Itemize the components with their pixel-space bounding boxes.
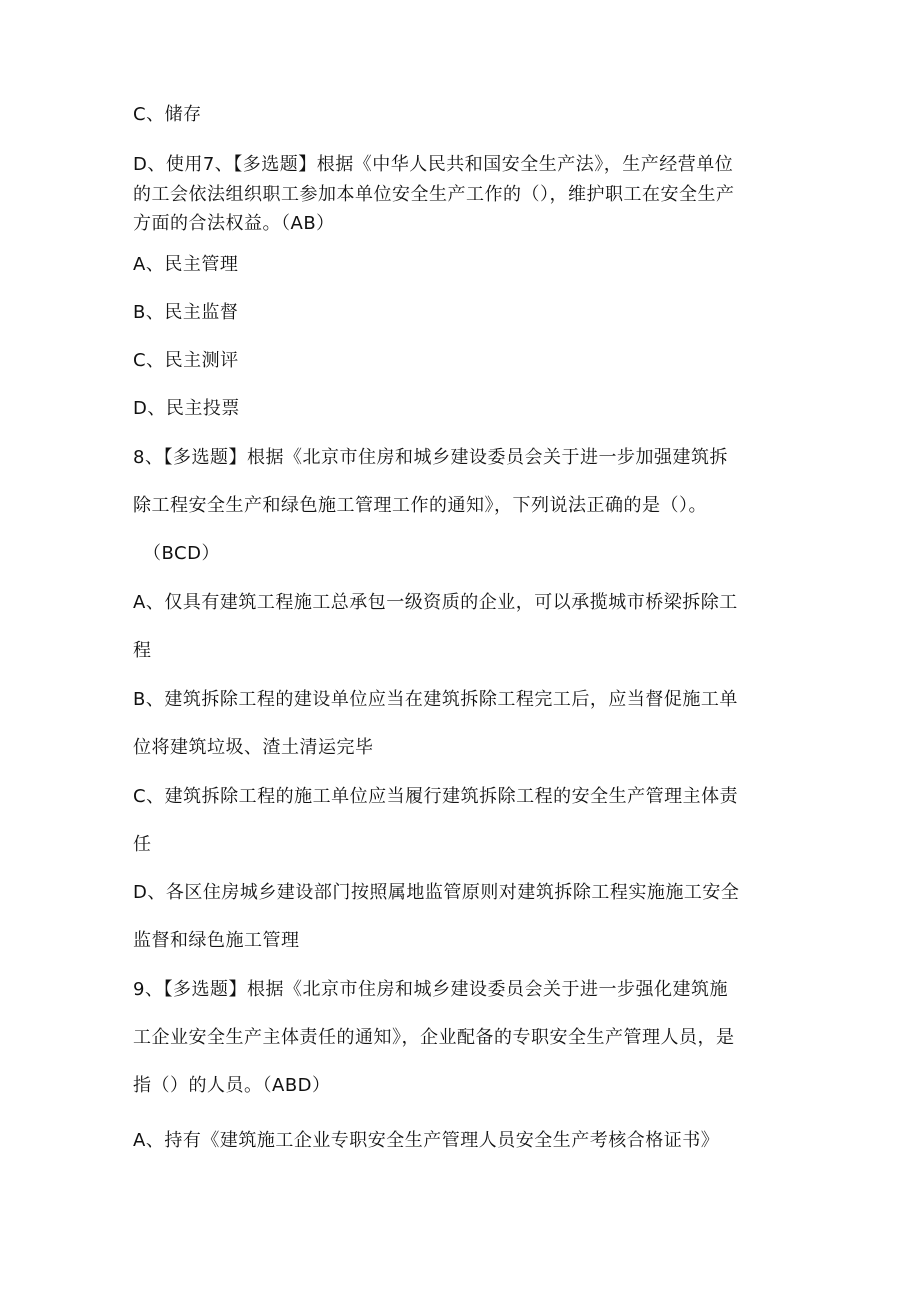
q7-option-a: A、民主管理 [133,254,239,275]
q9-option-a: A、持有《建筑施工企业专职安全生产管理人员安全生产考核合格证书》 [133,1130,720,1151]
question-9-line-2: 工企业安全生产主体责任的通知》，企业配备的专职安全生产管理人员，是 [133,1027,735,1048]
question-8-answer: （BCD） [143,543,220,564]
q7-option-c: C、民主测评 [133,350,239,371]
question-9-line-3: 指（）的人员。（ABD） [133,1075,331,1096]
question-9-line-1: 9、【多选题】根据《北京市住房和城乡建设委员会关于进一步强化建筑施 [133,979,728,1000]
q8-option-a-line-1: A、仅具有建筑工程施工总承包一级资质的企业，可以承揽城市桥梁拆除工 [133,592,738,613]
q7-option-d: D、民主投票 [133,398,240,419]
question-7-line-3: 方面的合法权益。（AB） [133,213,335,234]
q8-option-c-line-2: 任 [133,834,152,855]
question-8-line-2: 除工程安全生产和绿色施工管理工作的通知》，下列说法正确的是（）。 [133,495,707,516]
question-8-line-1: 8、【多选题】根据《北京市住房和城乡建设委员会关于进一步加强建筑拆 [133,447,728,468]
q8-option-d-line-1: D、各区住房城乡建设部门按照属地监管原则对建筑拆除工程实施施工安全 [133,882,740,903]
q8-option-b-line-2: 位将建筑垃圾、渣土清运完毕 [133,737,374,758]
option-c-storage: C、储存 [133,104,202,125]
q8-option-b-line-1: B、建筑拆除工程的建设单位应当在建筑拆除工程完工后，应当督促施工单 [133,689,738,710]
question-7-line-2: 的工会依法组织职工参加本单位安全生产工作的（），维护职工在安全生产 [133,184,735,205]
q8-option-c-line-1: C、建筑拆除工程的施工单位应当履行建筑拆除工程的安全生产管理主体责 [133,786,739,807]
question-7-line-1: D、使用7、【多选题】根据《中华人民共和国安全生产法》，生产经营单位 [133,154,734,175]
q8-option-a-line-2: 程 [133,640,152,661]
q8-option-d-line-2: 监督和绿色施工管理 [133,930,300,951]
q7-option-b: B、民主监督 [133,302,239,323]
